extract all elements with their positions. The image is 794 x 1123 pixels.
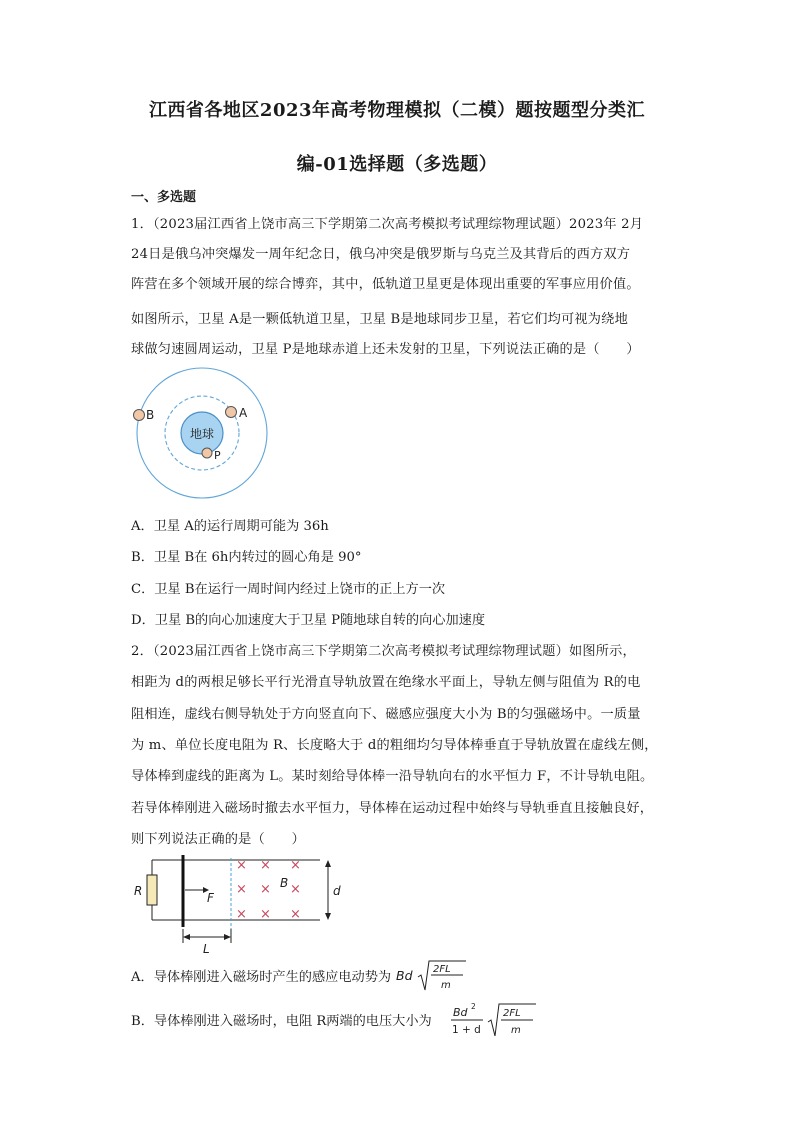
q2-line-7: 则下列说法正确的是（ ） <box>131 832 306 847</box>
svg-text:×: × <box>290 858 301 873</box>
svg-text:×: × <box>260 907 271 922</box>
q1-option-b: B．卫星 B在 6h内转过的圆心角是 90° <box>131 550 362 565</box>
q1-orbit-figure <box>130 362 280 502</box>
label-b: B <box>146 408 155 422</box>
satellite-p <box>202 448 212 458</box>
q2-line-1: 2．（2023届江西省上饶市高三下学期第二次高考模拟考试理综物理试题）如图所示， <box>131 644 636 659</box>
svg-text:×: × <box>236 907 247 922</box>
q1-line-1: 1．（2023届江西省上饶市高三下学期第二次高考模拟考试理综物理试题）2023年 2月 <box>131 217 644 232</box>
q2-option-a: A．导体棒刚进入磁场时产生的感应电动势为 <box>131 970 392 985</box>
resistor <box>147 875 157 905</box>
label-r: R <box>134 884 143 898</box>
d-arrow-bottom <box>325 913 331 920</box>
l-arrow-left <box>183 934 190 940</box>
label-f: F <box>207 891 214 905</box>
label-p: P <box>214 449 221 462</box>
formula-b-den2: m <box>511 1025 521 1036</box>
satellite-a <box>226 407 237 418</box>
svg-text:×: × <box>236 858 247 873</box>
q1-option-c: C．卫星 B在运行一周时间内经过上饶市的正上方一次 <box>131 582 446 597</box>
q2-line-3: 阻相连，虚线右侧导轨处于方向竖直向下、磁感应强度大小为 B的匀强磁场中。一质量 <box>131 707 641 722</box>
q2-line-5: 导体棒到虚线的距离为 L。某时刻给导体棒一沿导轨向右的水平恒力 F，不计导轨电阻。 <box>131 769 654 784</box>
formula-b-num1: Bd <box>453 1006 468 1019</box>
formula-b-num2: 2FL <box>503 1008 521 1019</box>
l-arrow-right <box>224 934 231 940</box>
q1-line-4: 如图所示，卫星 A是一颗低轨道卫星，卫星 B是地球同步卫星，若它们均可视为绕地 <box>131 312 628 327</box>
earth-label: 地球 <box>189 427 215 441</box>
formula-b-den1: 1 + d <box>452 1024 481 1036</box>
q2-option-b-formula <box>450 1000 540 1040</box>
page-title-line1: 江西省各地区2023年高考物理模拟（二模）题按题型分类汇 <box>148 100 646 121</box>
q2-option-b: B．导体棒刚进入磁场时，电阻 R两端的电压大小为 <box>131 1014 432 1029</box>
svg-text:×: × <box>260 882 271 897</box>
q1-line-5: 球做匀速圆周运动，卫星 P是地球赤道上还未发射的卫星，下列说法正确的是（ ） <box>131 342 640 357</box>
d-arrow-top <box>325 860 331 867</box>
svg-text:×: × <box>290 907 301 922</box>
formula-a-den: m <box>441 980 451 991</box>
q1-line-2: 24日是俄乌冲突爆发一周年纪念日，俄乌冲突是俄罗斯与乌克兰及其背后的西方双方 <box>131 247 631 262</box>
label-d: d <box>333 884 341 898</box>
q1-line-3: 阵营在多个领域开展的综合博弈，其中，低轨道卫星更是体现出重要的军事应用价值。 <box>131 277 640 292</box>
q1-option-d: D．卫星 B的向心加速度大于卫星 P随地球自转的向心加速度 <box>131 613 486 628</box>
magnetic-field-marks <box>236 858 301 922</box>
svg-text:×: × <box>236 882 247 897</box>
q2-line-6: 若导体棒刚进入磁场时撤去水平恒力，导体棒在运动过程中始终与导轨垂直且接触良好， <box>131 801 654 816</box>
page-title-line2: 编-01选择题（多选题） <box>296 154 498 175</box>
svg-text:×: × <box>290 882 301 897</box>
formula-a-prefix: Bd <box>396 968 413 983</box>
section-heading: 一、多选题 <box>131 190 197 205</box>
q1-option-a: A．卫星 A的运行周期可能为 36h <box>131 519 329 534</box>
q2-line-2: 相距为 d的两根足够长平行光滑直导轨放置在绝缘水平面上，导轨左侧与阻值为 R的电 <box>131 675 641 690</box>
formula-a-num: 2FL <box>433 964 451 975</box>
q2-rail-figure <box>130 853 350 958</box>
q2-option-a-formula <box>396 958 476 994</box>
label-a: A <box>239 406 248 420</box>
svg-text:×: × <box>260 858 271 873</box>
label-b-field: B <box>280 876 289 890</box>
q2-line-4: 为 m、单位长度电阻为 R、长度略大于 d的粗细均匀导体棒垂直于导轨放置在虚线左侧， <box>131 738 658 753</box>
label-l: L <box>203 942 210 956</box>
satellite-b <box>134 410 145 421</box>
formula-b-sup: 2 <box>471 1002 476 1011</box>
